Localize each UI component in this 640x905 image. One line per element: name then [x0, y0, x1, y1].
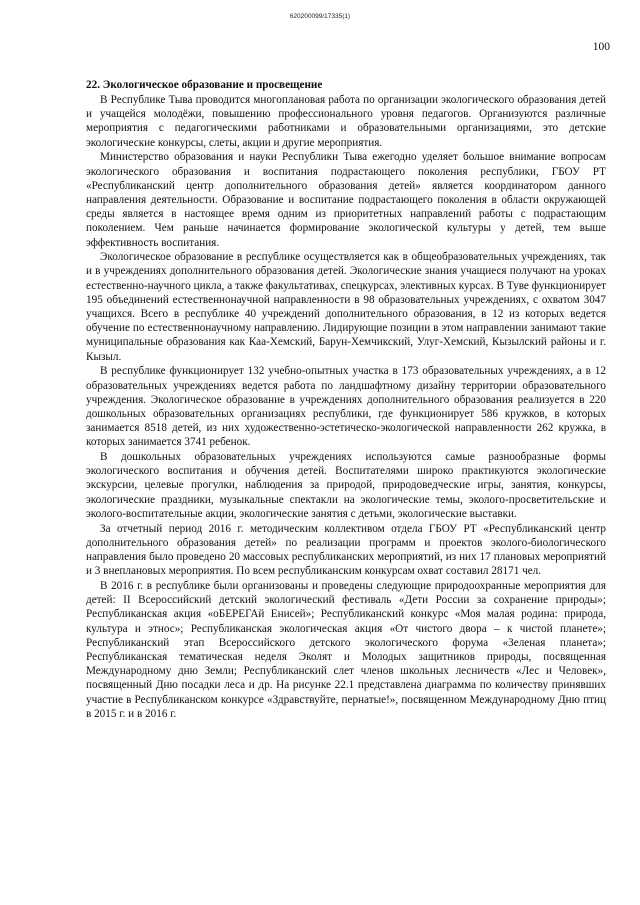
- page-number: 100: [592, 41, 610, 53]
- paragraph: Экологическое образование в республике осуществляется как в общеобразовательных учреждениях, так и в учреждениях дополнительного образования детей. Экологические знания учащиеся получают на уроках естественно-научного цикла, а также факультативах, спецкурсах, элективных курсах. В Туве функционирует 195 объединений естественнонаучной направленности в 98 образовательных учреждениях, с охватом 3047 учащихся. Всего в республике 40 учреждений дополнительного образования, в 12 из которых ведется обучение по естественнонаучному направлению. Лидирующие позиции в этом направлении занимают такие муниципальные образования как Каа-Хемский, Барун-Хемчикский, Улуг-Хемский, Кызылский районы и г. Кызыл.: [86, 251, 606, 363]
- paragraph: В дошкольных образовательных учреждениях используются самые разнообразные формы экологического воспитания и обучения детей. Воспитателями широко практикуются экологические экскурсии, целевые прогулки, наблюдения за природой, природоведческие игры, занятия, конкурсы, экологические праздники, музыкальные спектакли на экологические темы, эколого-просветительские и эколого-воспитательные акции, экологические занятия с детьми, экологические выставки.: [86, 451, 606, 520]
- page-body: [86, 78, 606, 721]
- paragraph: В республике функционирует 132 учебно-опытных участка в 173 образовательных учреждениях, а в 12 образовательных учреждениях ведется работа по ландшафтному дизайну территории образовательного учреждения. Экологическое образование в учреждениях дополнительного образования реализуется в 220 дошкольных образовательных организациях республики, где функционирует 586 кружков, в которых занимается 8518 детей, из них художественно-эстетическо-экологической направленности 262 кружка, в которых занимается 3741 ребенок.: [86, 365, 606, 449]
- paragraph: За отчетный период 2016 г. методическим коллективом отдела ГБОУ РТ «Республиканский центр дополнительного образования детей» по реализации программ и проектов эколого-биологического направления было проведено 20 массовых республиканских мероприятий, из них 17 плановых мероприятий и 3 внеплановых мероприятия. По всем республиканским конкурсам охват составил 28171 чел.: [86, 522, 606, 578]
- paragraph: В Республике Тыва проводится многоплановая работа по организации экологического образования детей и учащейся молодёжи, повышению профессионального уровня педагогов. Организуются различные мероприятия с педагогическими работниками и образовательными организациями, это детские экологические конкурсы, слеты, акции и другие мероприятия.: [86, 94, 606, 149]
- section-heading: 22. Экологическое образование и просвещение: [86, 79, 323, 91]
- paragraph: В 2016 г. в республике были организованы и проведены следующие природоохранные мероприятия для детей: II Всероссийский детский экологический фестиваль «Дети России за сохранение природы»; Республиканская акция «оБЕРЕГАй Енисей»; Республиканский конкурс «Моя малая родина: природа, культура и этнос»; Республиканская экологическая акция «От чистого двора – к чистой планете»; Республиканский этап Всероссийского детского экологического форума «Зеленая планета»; Республиканская тематическая неделя Эколят и Молодых защитников природы, посвященная Международному дню Земли; Республиканский слет членов школьных лесничеств «Лес и Человек», посвященный Дню посадки леса и др. На рисунке 22.1 представлена диаграмма по количеству принявших участие в Республиканском конкурсе «Здравствуйте, пернатые!», посвященном Международному Дню птиц в 2015 г. и в 2016 г.: [86, 579, 606, 720]
- document-id: 620200099/17335(1): [289, 13, 351, 20]
- paragraph: Министерство образования и науки Республики Тыва ежегодно уделяет большое внимание вопросам экологического образования и воспитания подрастающего поколения республики, ГБОУ РТ «Республиканский центр дополнительного образования детей» является координатором данного направления деятельности. Образование и воспитание подрастающего поколения в области окружающей среды является в настоящее время одним из приоритетных направлений работы с подрастающим поколением. Чем раньше начинается формирование экологической культуры у детей, тем выше эффективность воспитания.: [86, 151, 606, 249]
